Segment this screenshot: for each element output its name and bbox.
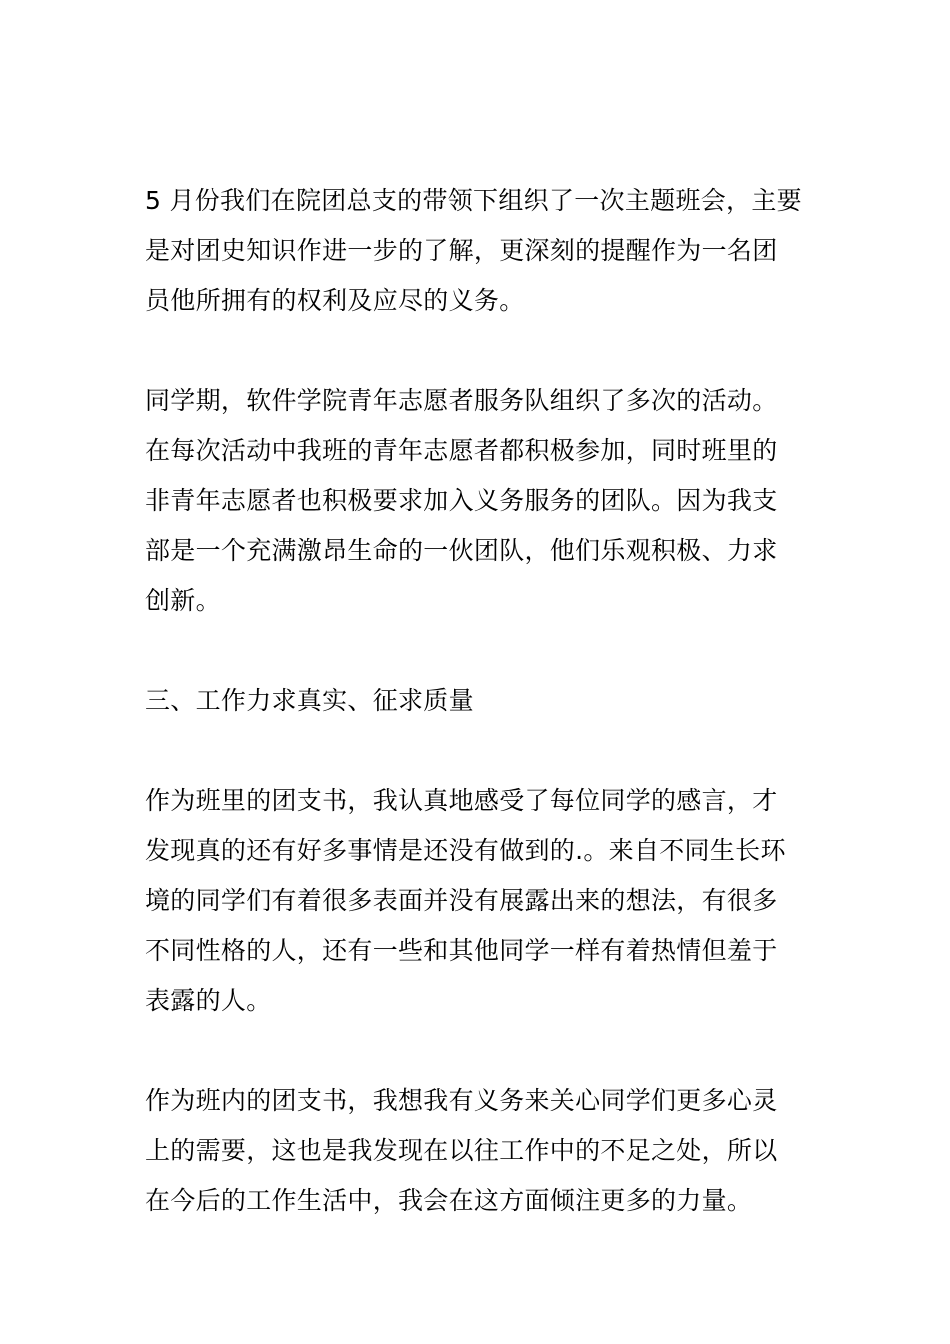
paragraph-line: 不同性格的人，还有一些和其他同学一样有着热情但羞于 bbox=[145, 936, 778, 965]
paragraph-line: 在今后的工作生活中，我会在这方面倾注更多的力量。 bbox=[145, 1186, 753, 1215]
section-heading bbox=[145, 676, 810, 726]
paragraph-line: 在每次活动中我班的青年志愿者都积极参加，同时班里的 bbox=[145, 436, 778, 465]
paragraph-line: 5 月份我们在院团总支的带领下组织了一次主题班会，主要 bbox=[145, 186, 802, 215]
paragraph-line: 发现真的还有好多事情是还没有做到的.。来自不同生长环 bbox=[145, 836, 786, 865]
document-body bbox=[145, 176, 810, 1276]
paragraph-line: 同学期，软件学院青年志愿者服务队组织了多次的活动。 bbox=[145, 386, 778, 415]
paragraph-line: 非青年志愿者也积极要求加入义务服务的团队。因为我支 bbox=[145, 486, 778, 515]
paragraph-volunteer-activities bbox=[145, 376, 810, 626]
paragraph-line: 是对团史知识作进一步的了解，更深刻的提醒作为一名团 bbox=[145, 236, 778, 265]
paragraph-line: 员他所拥有的权利及应尽的义务。 bbox=[145, 286, 525, 315]
paragraph-line: 作为班内的团支书，我想我有义务来关心同学们更多心灵 bbox=[145, 1086, 778, 1115]
paragraph-classmates-reflections bbox=[145, 776, 810, 1026]
paragraph-line: 作为班里的团支书，我认真地感受了每位同学的感言，才 bbox=[145, 786, 778, 815]
paragraph-line: 境的同学们有着很多表面并没有展露出来的想法，有很多 bbox=[145, 886, 778, 915]
paragraph-line: 表露的人。 bbox=[145, 986, 272, 1015]
section-heading-text: 三、工作力求真实、征求质量 bbox=[145, 686, 474, 715]
paragraph-future-plans bbox=[145, 1076, 810, 1226]
paragraph-theme-class-meeting bbox=[145, 176, 810, 326]
paragraph-line: 部是一个充满激昂生命的一伙团队，他们乐观积极、力求 bbox=[145, 536, 778, 565]
paragraph-line: 创新。 bbox=[145, 586, 221, 615]
paragraph-line: 上的需要，这也是我发现在以往工作中的不足之处，所以 bbox=[145, 1136, 778, 1165]
